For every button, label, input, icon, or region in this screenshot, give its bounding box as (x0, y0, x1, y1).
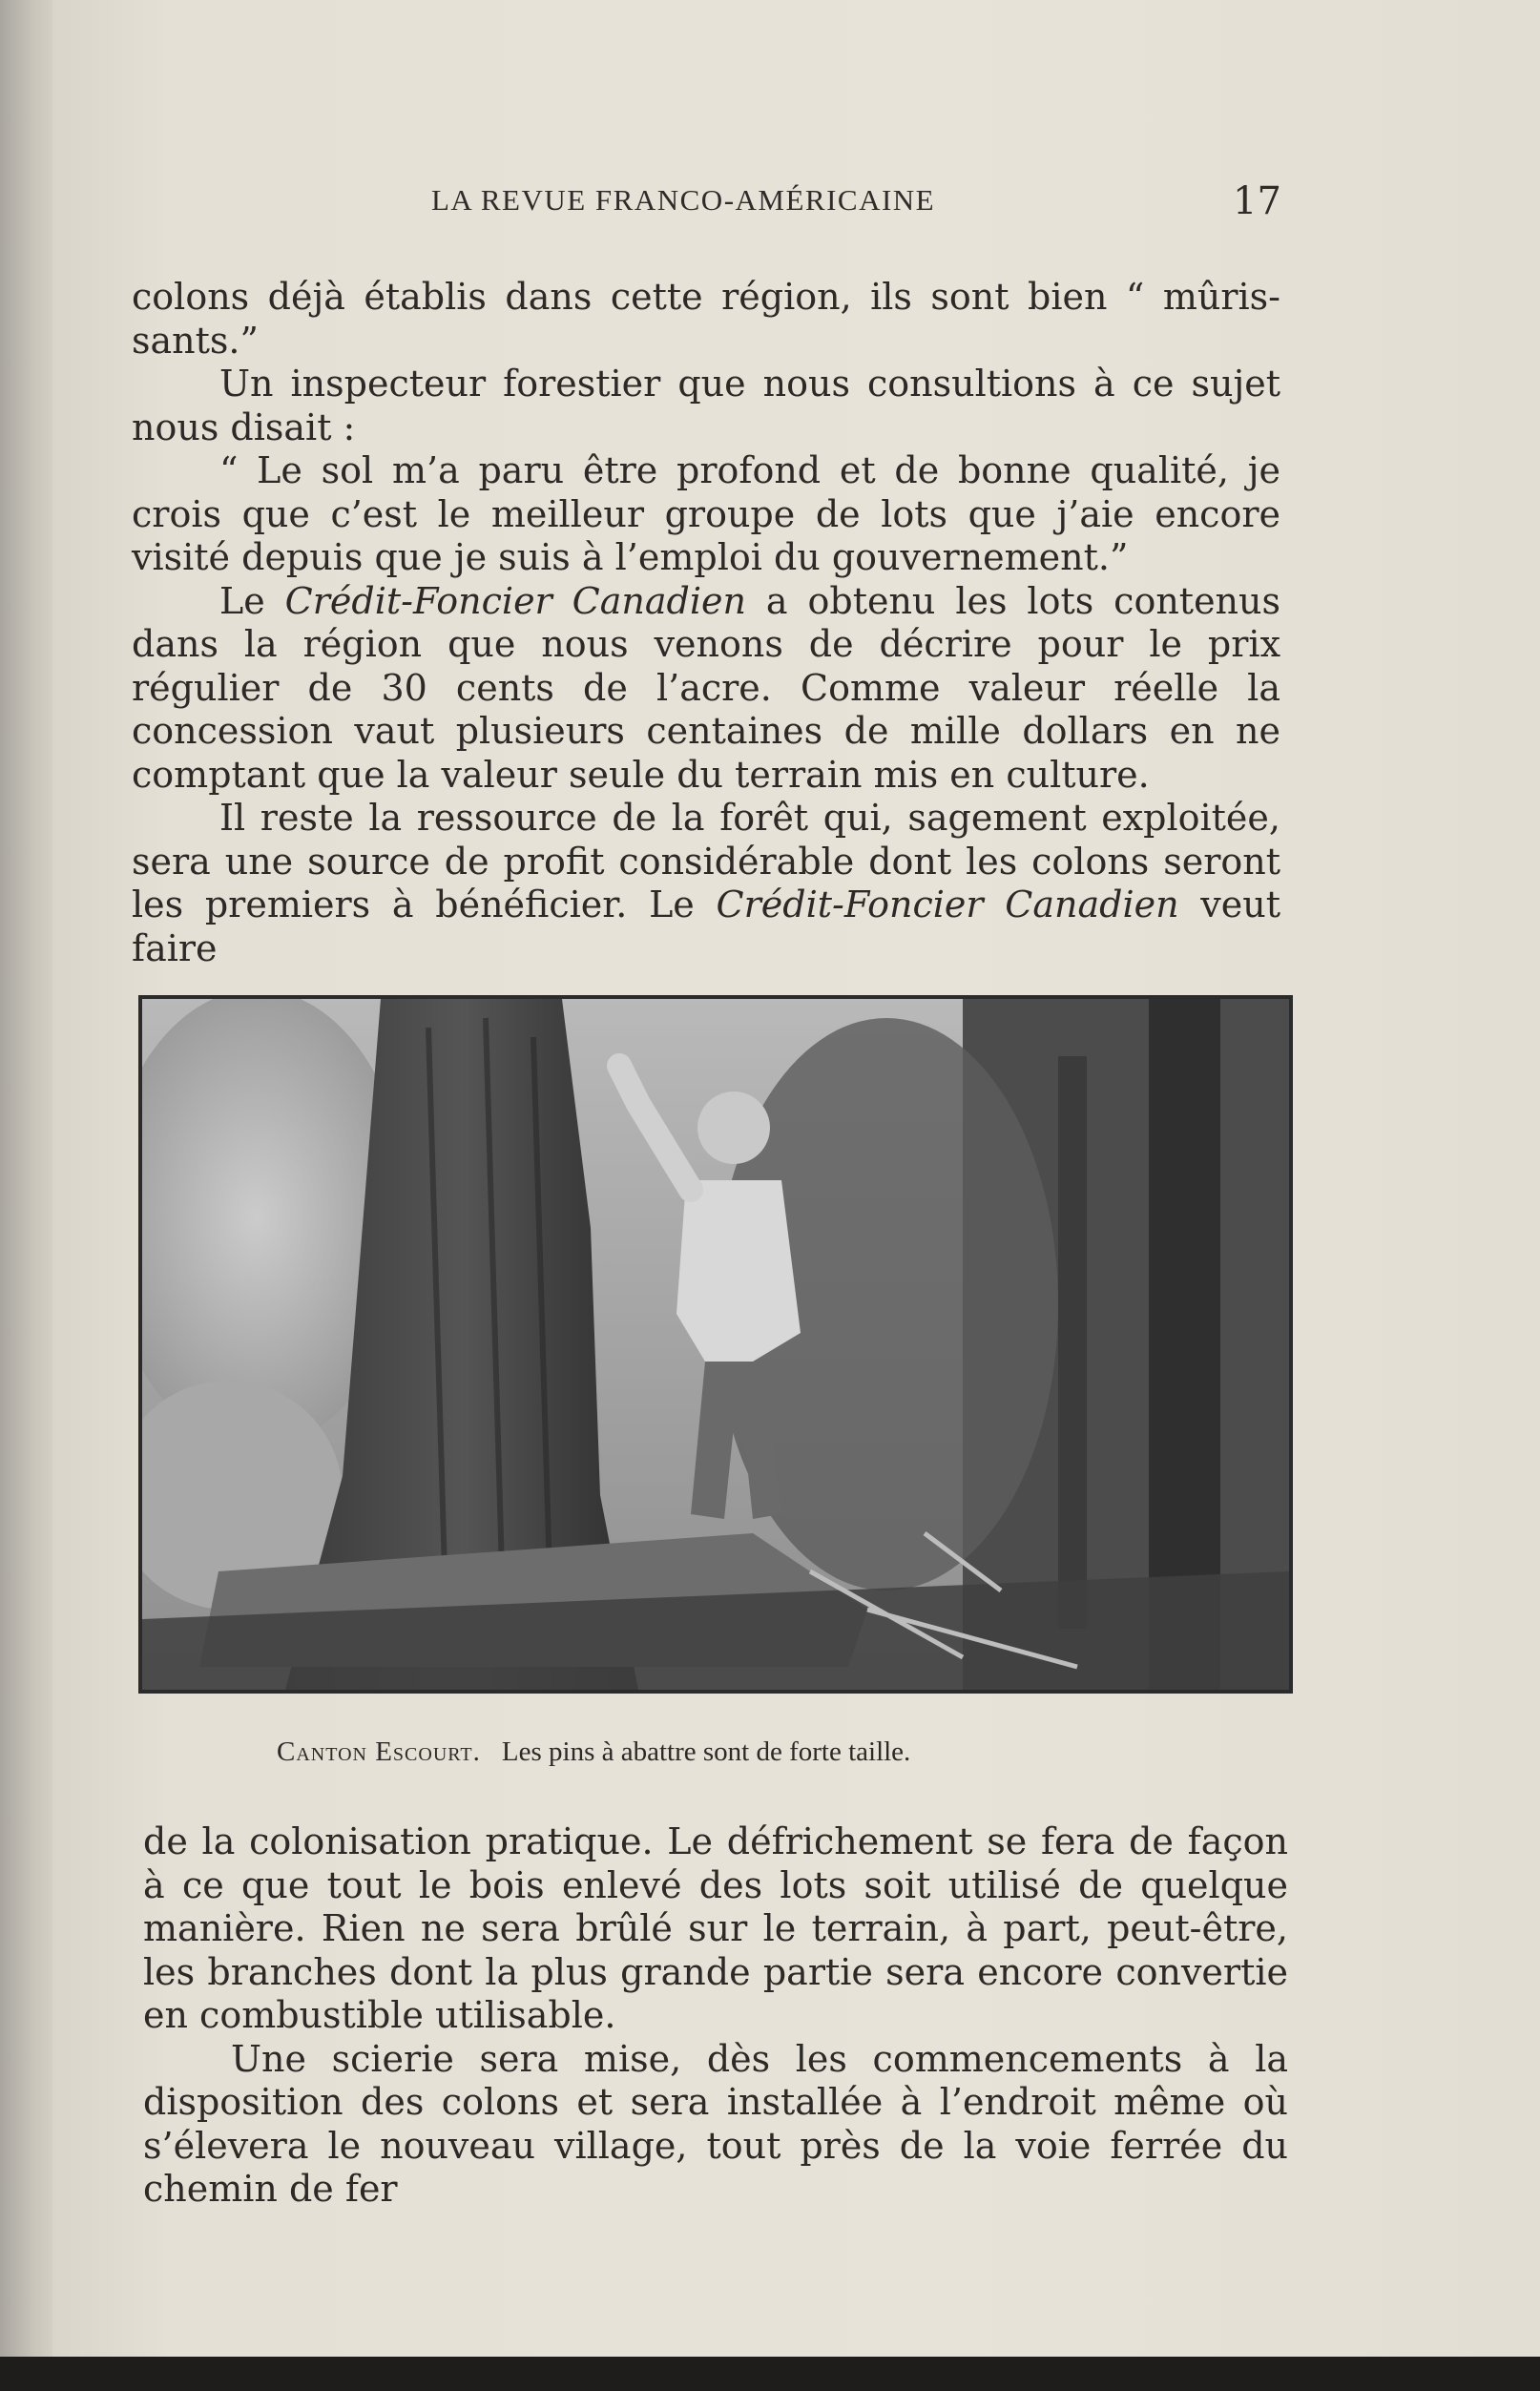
text-run: Le (219, 579, 285, 622)
paragraph: de la colonisation pratique. Le défrichement se fera de façon à ce que tout le bois enlevé des lots soit utilisé de quelque manière. Rien ne sera brûlé sur le terrain, à part, peut-être, les branches dont la plus grande partie sera encore convertie en combustible utilisable. (143, 1820, 1288, 2036)
scan-edge (0, 2357, 1540, 2391)
body-text-bottom (143, 1820, 1288, 2212)
company-name: Crédit-Foncier Canadien (284, 579, 746, 622)
page-gutter (0, 0, 57, 2391)
paragraph (132, 797, 1280, 970)
company-name: Crédit-Foncier Canadien (716, 884, 1179, 925)
page-number: 17 (1233, 179, 1281, 223)
paragraph: Un inspecteur forestier que nous consultions à ce sujet nous disait : (132, 363, 1280, 448)
text-run: veut faire (132, 884, 1280, 969)
body-text-top (132, 276, 1280, 970)
text-run: a obtenu les lots contenus dans la région que nous venons de décrire pour le prix régulier de 30 cents de l’acre. Comme valeur réelle la concession vaut plusieurs centaines de mille dollars en ne comptant que la valeur seule du terrain mis en culture. (132, 579, 1281, 796)
running-title: LA REVUE FRANCO-AMÉRICAINE (431, 183, 936, 217)
quotation: “ Le sol m’a paru être profond et de bonne qualité, je crois que c’est le meilleur groupe de lots que j’aie encore visité depuis que je suis à l’emploi du gouvernement.” (132, 449, 1280, 578)
paragraph (132, 580, 1280, 798)
forest-photograph (138, 995, 1293, 1694)
caption-text: Les pins à abattre sont de forte taille. (501, 1736, 911, 1767)
photo-caption (277, 1736, 910, 1768)
forest-photo-illustration (142, 999, 1289, 1690)
paragraph: Une scierie sera mise, dès les commencements à la disposition des colons et sera installée à l’endroit même où s’élevera le nouveau village, tout près de la voie ferrée du chemin de fer (143, 2037, 1288, 2210)
paragraph: colons déjà établis dans cette région, ils sont bien “ mûris-sants.” (132, 276, 1280, 362)
caption-place: Canton Escourt. (277, 1736, 481, 1767)
text-run: Il reste la ressource de la forêt qui, sagement exploitée, sera une source de profit considérable dont les colons seront les premiers à bénéficier. Le (132, 797, 1280, 925)
